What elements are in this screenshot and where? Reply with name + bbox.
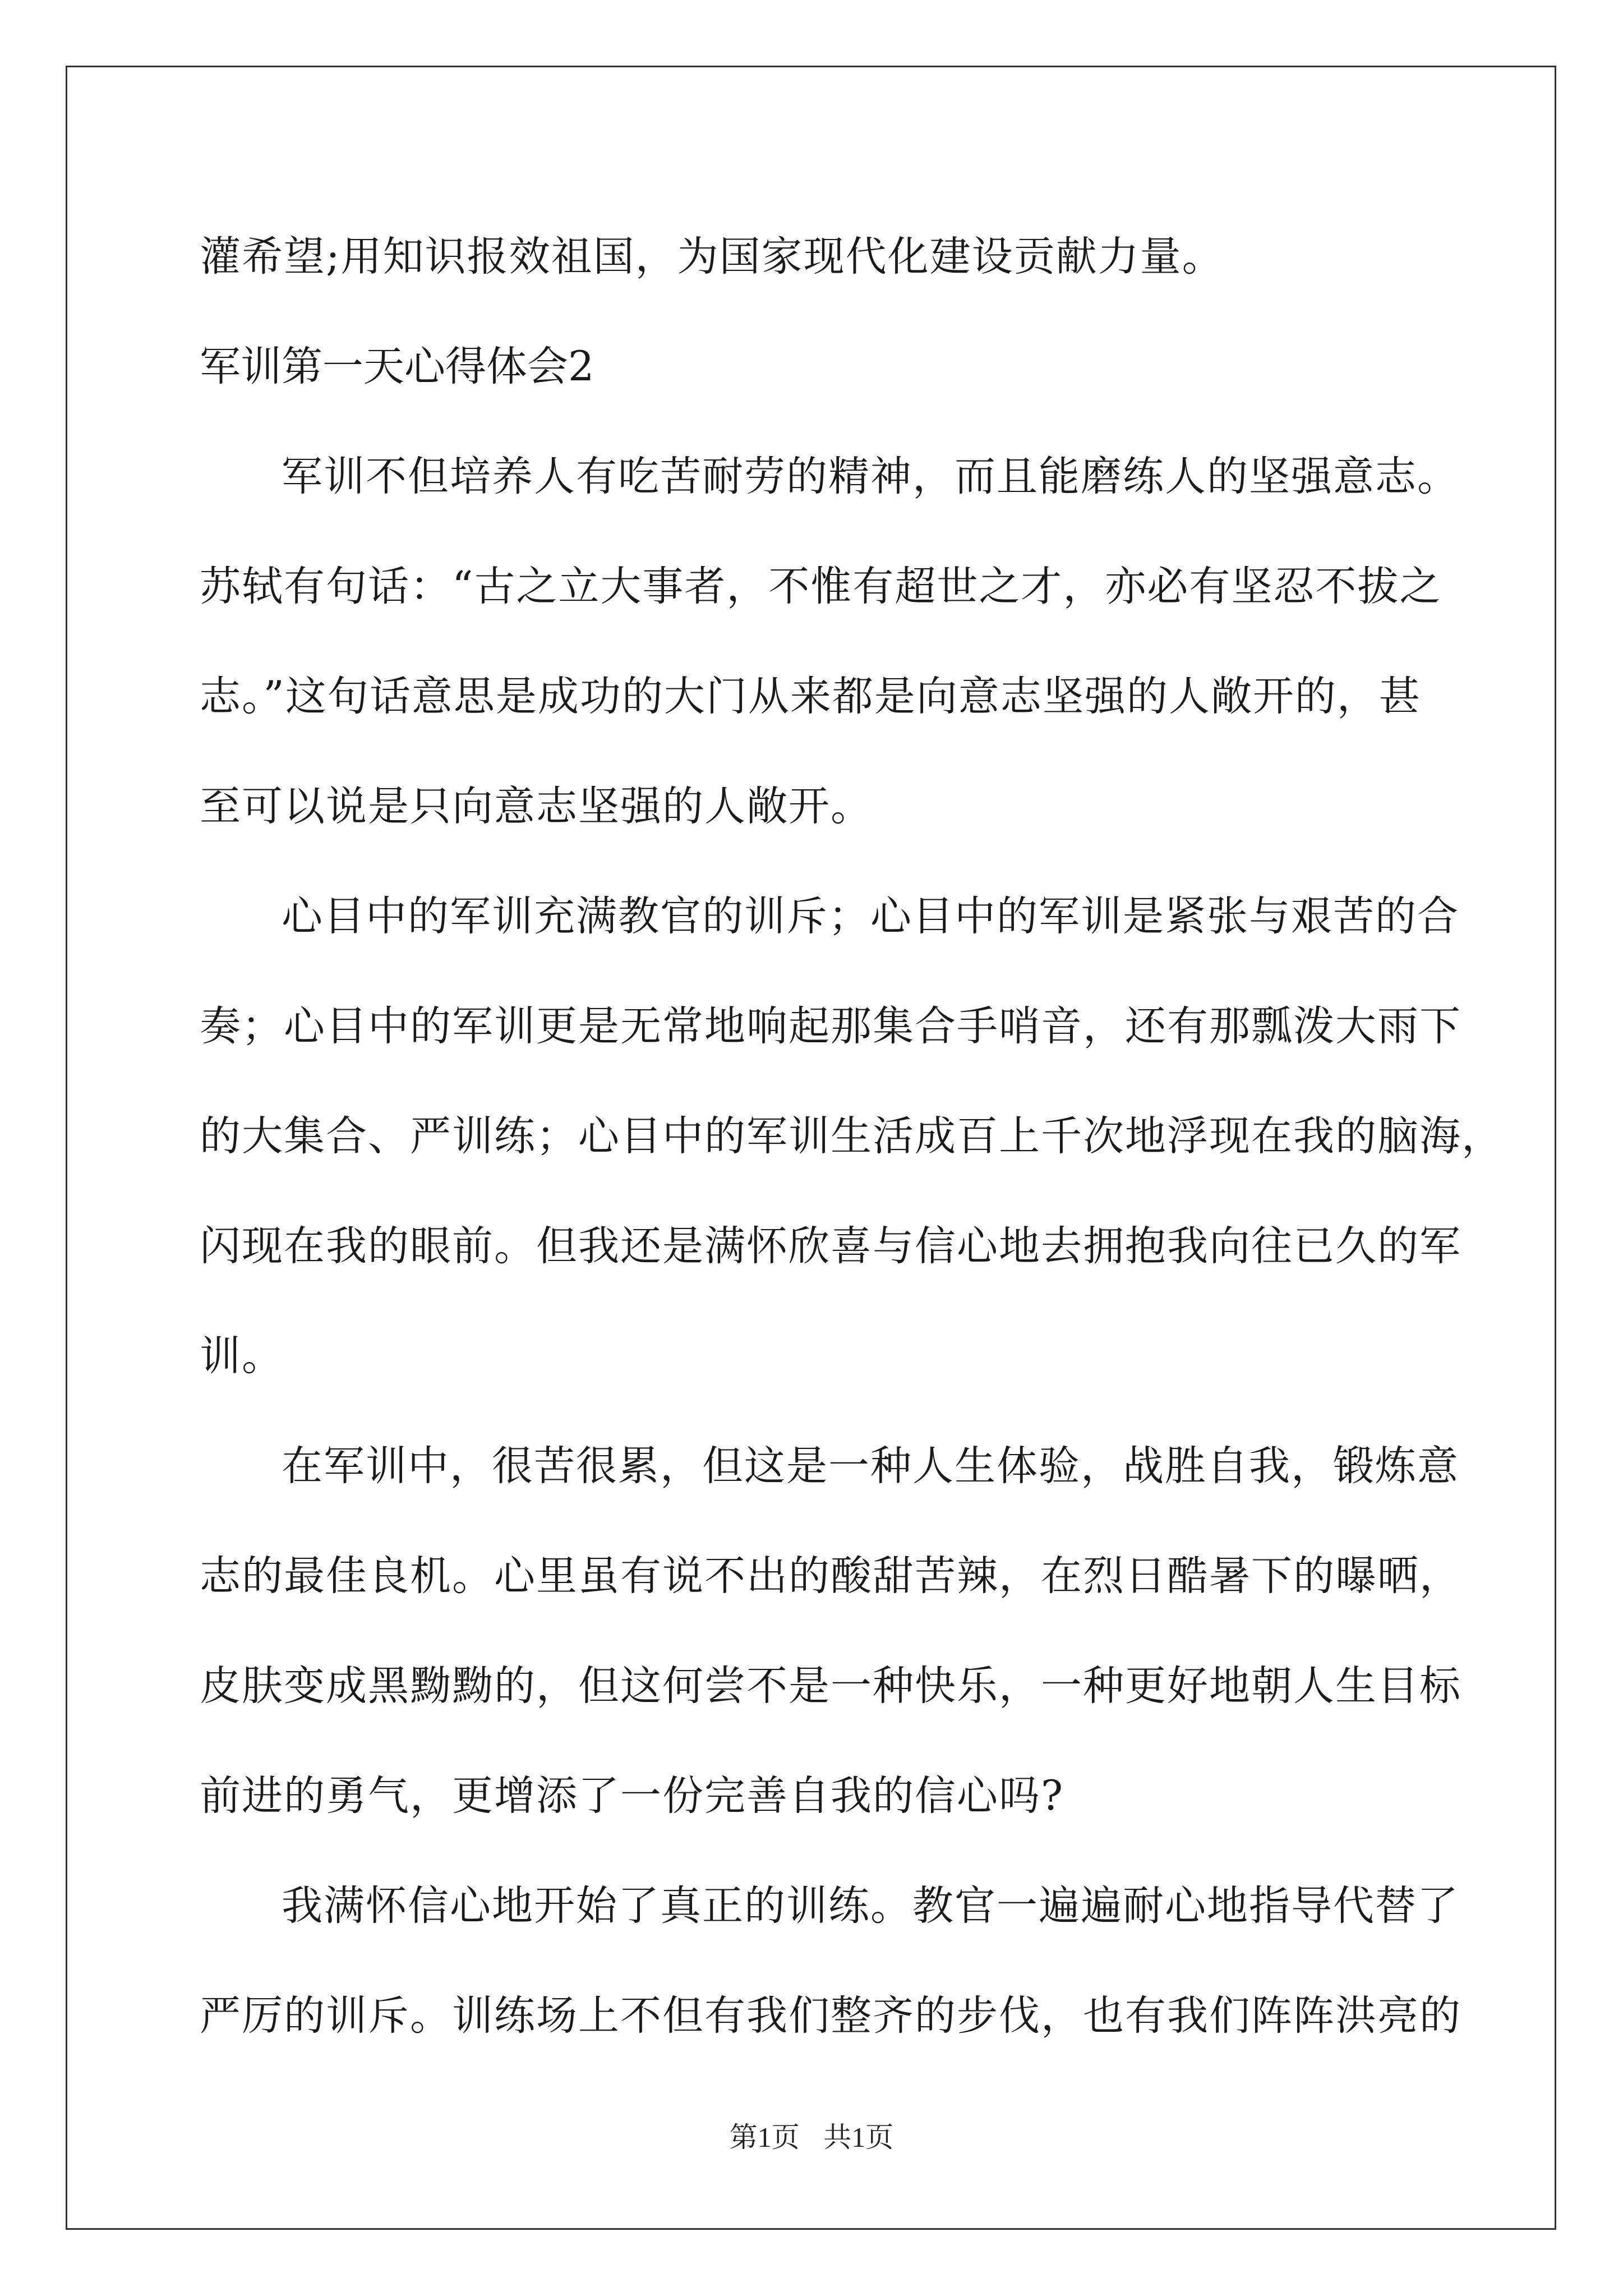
paragraph-first-line: 我满怀信心地开始了真正的训练。教官一遍遍耐心地指导代替了 <box>282 1882 1459 1930</box>
paragraph-first-line: 军训不但培养人有吃苦耐劳的精神，而且能磨练人的坚强意志。 <box>282 453 1459 500</box>
page-footer: 第1页 共1页 <box>729 2122 894 2153</box>
text-line: 严厉的训斥。训练场上不但有我们整齐的步伐，也有我们阵阵洪亮的 <box>200 1992 1461 2040</box>
text-line: 前进的勇气，更增添了一份完善自我的信心吗? <box>200 1772 1064 1820</box>
text-line: 灌希望;用知识报效祖国，为国家现代化建设贡献力量。 <box>200 233 1224 280</box>
paragraph-first-line: 心目中的军训充满教官的训斥；心目中的军训是紧张与艰苦的合 <box>282 892 1459 940</box>
paragraph-first-line: 在军训中，很苦很累，但这是一种人生体验，战胜自我，锻炼意 <box>282 1442 1459 1490</box>
text-line: 奏；心目中的军训更是无常地响起那集合手哨音，还有那瓢泼大雨下 <box>200 1002 1461 1050</box>
text-line: 志的最佳良机。心里虽有说不出的酸甜苦辣，在烈日酷暑下的曝晒， <box>200 1552 1461 1600</box>
text-line: 训。 <box>200 1332 284 1380</box>
document-body <box>200 202 1504 2071</box>
text-line: 闪现在我的眼前。但我还是满怀欣喜与信心地去拥抱我向往已久的军 <box>200 1222 1461 1270</box>
text-line: 皮肤变成黑黝黝的，但这何尝不是一种快乐，一种更好地朝人生目标 <box>200 1662 1461 1710</box>
section-heading: 军训第一天心得体会2 <box>200 343 594 390</box>
text-line: 苏轼有句话：“古之立大事者，不惟有超世之才，亦必有坚忍不拔之 <box>200 563 1442 610</box>
text-line: 志。”这句话意思是成功的大门从来都是向意志坚强的人敞开的，甚 <box>200 673 1421 720</box>
text-line: 的大集合、严训练；心目中的军训生活成百上千次地浮现在我的脑海， <box>200 1112 1504 1160</box>
text-line: 至可以说是只向意志坚强的人敞开。 <box>200 783 873 830</box>
